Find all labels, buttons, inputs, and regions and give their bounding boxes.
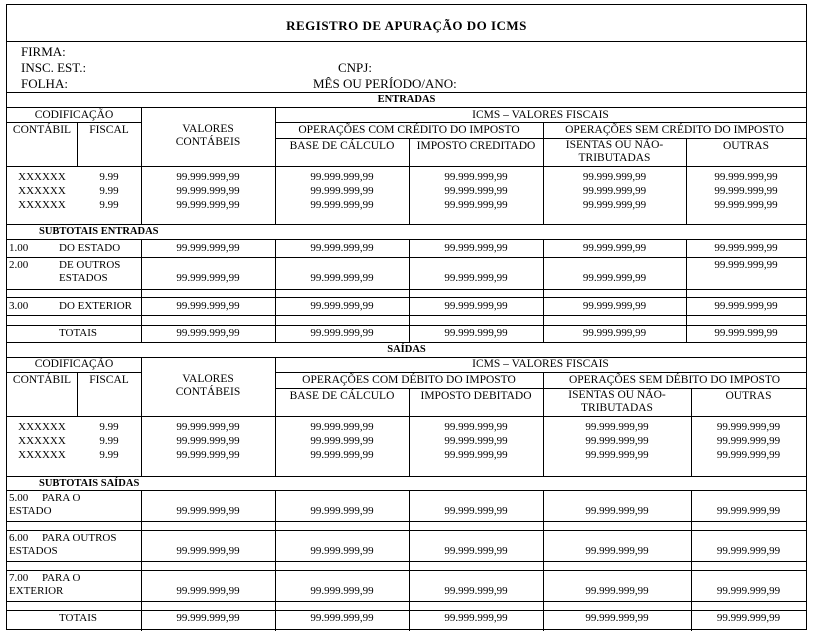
subtotal-valores: 99.999.999,99 — [176, 300, 240, 312]
subtotal-imposto: 99.999.999,99 — [444, 300, 508, 312]
row-isentas: 99.999.999,99 — [582, 199, 647, 211]
row-valores: 99.999.999,99 — [176, 185, 240, 197]
subtotal-imposto: 99.999.999,99 — [444, 272, 508, 284]
subtotais-entradas-label: SUBTOTAIS ENTRADAS — [39, 226, 159, 237]
totais-imposto: 99.999.999,99 — [444, 327, 508, 339]
subtotais-saidas-label: SUBTOTAIS SAÍDAS — [39, 478, 140, 489]
saidas-op-sem-header: OPERAÇÕES SEM DÉBITO DO IMPOSTO — [568, 374, 781, 386]
row-outras: 99.999.999,99 — [714, 199, 778, 211]
row-base: 99.999.999,99 — [310, 435, 374, 447]
subtotal-isentas: 99.999.999,99 — [585, 585, 649, 597]
totais-outras: 99.999.999,99 — [716, 612, 781, 624]
insc-est-label: INSC. EST.: — [21, 60, 87, 75]
row-base: 99.999.999,99 — [310, 449, 374, 461]
subtotal-valores: 99.999.999,99 — [176, 545, 240, 557]
subtotal-label: DO EXTERIOR — [59, 300, 133, 312]
subtotal-valores: 99.999.999,99 — [176, 242, 240, 254]
row-outras: 99.999.999,99 — [716, 421, 781, 433]
entradas-op-com-header: OPERAÇÕES COM CRÉDITO DO IMPOSTO — [298, 124, 520, 136]
subtotal-valores: 99.999.999,99 — [176, 272, 240, 284]
subtotal-code: 6.00 PARA OUTROS — [9, 532, 117, 544]
row-base: 99.999.999,99 — [310, 185, 374, 197]
subtotal-outras: 99.999.999,99 — [714, 259, 778, 271]
subtotal-imposto: 99.999.999,99 — [444, 505, 508, 517]
entradas-base-header: BASE DE CÁLCULO — [289, 140, 395, 152]
saidas-section-title: SAÍDAS — [387, 344, 426, 355]
entradas-codificacao-header: CODIFICAÇÃO — [34, 109, 114, 121]
row-valores: 99.999.999,99 — [176, 421, 240, 433]
row-contabil: XXXXXX — [18, 199, 66, 211]
entradas-icms-header: ICMS – VALORES FISCAIS — [472, 109, 609, 121]
valores-label: VALORES — [182, 373, 234, 385]
subtotal-code: 2.00 — [9, 259, 29, 271]
row-outras: 99.999.999,99 — [716, 435, 781, 447]
row-contabil: XXXXXX — [18, 449, 66, 461]
subtotal-base: 99.999.999,99 — [310, 585, 374, 597]
saidas-fiscal-header: FISCAL — [89, 374, 129, 386]
row-imposto: 99.999.999,99 — [444, 421, 508, 433]
subtotal-valores: 99.999.999,99 — [176, 505, 240, 517]
totais-valores: 99.999.999,99 — [176, 327, 240, 339]
entradas-outras-header: OUTRAS — [722, 140, 769, 152]
row-imposto: 99.999.999,99 — [444, 435, 508, 447]
row-outras: 99.999.999,99 — [714, 171, 778, 183]
isentas-label: ISENTAS OU NÃO- — [568, 389, 666, 401]
subtotal-label: EXTERIOR — [9, 585, 64, 597]
form-title: REGISTRO DE APURAÇÃO DO ICMS — [286, 18, 527, 33]
saidas-base-header: BASE DE CÁLCULO — [289, 390, 395, 402]
totais-base: 99.999.999,99 — [310, 612, 374, 624]
subtotal-isentas: 99.999.999,99 — [585, 545, 649, 557]
row-base: 99.999.999,99 — [310, 199, 374, 211]
totais-imposto: 99.999.999,99 — [444, 612, 508, 624]
totais-isentas: 99.999.999,99 — [582, 327, 647, 339]
saidas-isentas-header — [543, 389, 691, 415]
subtotal-isentas: 99.999.999,99 — [582, 272, 647, 284]
row-fiscal: 9.99 — [99, 435, 119, 447]
isentas-label: ISENTAS OU NÃO- — [565, 139, 664, 151]
subtotal-label: DO ESTADO — [59, 242, 121, 254]
subtotal-outras: 99.999.999,99 — [716, 505, 781, 517]
row-outras: 99.999.999,99 — [716, 449, 781, 461]
subtotal-imposto: 99.999.999,99 — [444, 585, 508, 597]
cnpj-label: CNPJ: — [338, 60, 372, 75]
entradas-op-sem-header: OPERAÇÕES SEM CRÉDITO DO IMPOSTO — [565, 124, 784, 136]
saidas-icms-header: ICMS – VALORES FISCAIS — [472, 358, 609, 370]
row-fiscal: 9.99 — [99, 171, 119, 183]
row-contabil: XXXXXX — [18, 185, 66, 197]
row-isentas: 99.999.999,99 — [585, 421, 649, 433]
subtotal-isentas: 99.999.999,99 — [582, 300, 647, 312]
subtotal-label: ESTADOS — [9, 545, 58, 557]
row-fiscal: 9.99 — [99, 199, 119, 211]
form-frame — [6, 4, 807, 630]
row-isentas: 99.999.999,99 — [585, 449, 649, 461]
totais-base: 99.999.999,99 — [310, 327, 374, 339]
subtotal-code: 7.00 PARA O — [9, 572, 81, 584]
firma-label: FIRMA: — [21, 44, 66, 59]
row-isentas: 99.999.999,99 — [582, 171, 647, 183]
row-imposto: 99.999.999,99 — [444, 199, 508, 211]
saidas-op-com-header: OPERAÇÕES COM DÉBITO DO IMPOSTO — [302, 374, 516, 386]
subtotal-valores: 99.999.999,99 — [176, 585, 240, 597]
folha-label: FOLHA: — [21, 76, 68, 91]
subtotal-outras: 99.999.999,99 — [716, 585, 781, 597]
subtotal-outras: 99.999.999,99 — [714, 242, 778, 254]
row-valores: 99.999.999,99 — [176, 449, 240, 461]
row-valores: 99.999.999,99 — [176, 435, 240, 447]
row-contabil: XXXXXX — [18, 171, 66, 183]
subtotal-imposto: 99.999.999,99 — [444, 545, 508, 557]
row-fiscal: 9.99 — [99, 185, 119, 197]
subtotal-base: 99.999.999,99 — [310, 242, 374, 254]
row-valores: 99.999.999,99 — [176, 199, 240, 211]
saidas-codificacao-header: CODIFICAÇÃO — [34, 358, 114, 370]
row-fiscal: 9.99 — [99, 421, 119, 433]
tributadas-label: TRIBUTADAS — [578, 152, 651, 164]
totais-label: TOTAIS — [59, 327, 98, 339]
row-isentas: 99.999.999,99 — [582, 185, 647, 197]
saidas-contabil-header: CONTÁBIL — [12, 374, 72, 386]
saidas-imposto-header: IMPOSTO DEBITADO — [420, 390, 532, 402]
row-base: 99.999.999,99 — [310, 171, 374, 183]
contabeis-label: CONTÁBEIS — [175, 386, 241, 398]
subtotal-base: 99.999.999,99 — [310, 300, 374, 312]
subtotal-isentas: 99.999.999,99 — [585, 505, 649, 517]
subtotal-base: 99.999.999,99 — [310, 272, 374, 284]
totais-outras: 99.999.999,99 — [714, 327, 778, 339]
row-fiscal: 9.99 — [99, 449, 119, 461]
entradas-contabil-header: CONTÁBIL — [12, 124, 72, 136]
subtotal-label: ESTADO — [9, 505, 52, 517]
subtotal-base: 99.999.999,99 — [310, 505, 374, 517]
subtotal-label: DE OUTROS — [59, 259, 121, 271]
row-contabil: XXXXXX — [18, 435, 66, 447]
totais-valores: 99.999.999,99 — [176, 612, 240, 624]
contabeis-label: CONTÁBEIS — [175, 136, 241, 148]
entradas-section-title: ENTRADAS — [377, 94, 436, 105]
entradas-valores-header — [141, 123, 275, 149]
periodo-label: MÊS OU PERÍODO/ANO: — [313, 76, 457, 91]
totais-isentas: 99.999.999,99 — [585, 612, 649, 624]
row-imposto: 99.999.999,99 — [444, 449, 508, 461]
subtotal-isentas: 99.999.999,99 — [582, 242, 647, 254]
row-outras: 99.999.999,99 — [714, 185, 778, 197]
row-valores: 99.999.999,99 — [176, 171, 240, 183]
entradas-isentas-header — [543, 139, 686, 165]
subtotal-code: 5.00 PARA O — [9, 492, 81, 504]
subtotal-label: ESTADOS — [59, 272, 108, 284]
saidas-outras-header: OUTRAS — [725, 390, 772, 402]
row-imposto: 99.999.999,99 — [444, 171, 508, 183]
row-contabil: XXXXXX — [18, 421, 66, 433]
row-isentas: 99.999.999,99 — [585, 435, 649, 447]
entradas-fiscal-header: FISCAL — [89, 124, 129, 136]
tributadas-label: TRIBUTADAS — [581, 402, 653, 414]
totais-label: TOTAIS — [59, 612, 98, 624]
row-base: 99.999.999,99 — [310, 421, 374, 433]
subtotal-base: 99.999.999,99 — [310, 545, 374, 557]
subtotal-imposto: 99.999.999,99 — [444, 242, 508, 254]
subtotal-code: 3.00 — [9, 300, 29, 312]
subtotal-outras: 99.999.999,99 — [716, 545, 781, 557]
saidas-valores-header — [141, 373, 275, 399]
valores-label: VALORES — [182, 123, 234, 135]
subtotal-code: 1.00 — [9, 242, 29, 254]
row-imposto: 99.999.999,99 — [444, 185, 508, 197]
entradas-imposto-header: IMPOSTO CREDITADO — [416, 140, 536, 152]
subtotal-outras: 99.999.999,99 — [714, 300, 778, 312]
